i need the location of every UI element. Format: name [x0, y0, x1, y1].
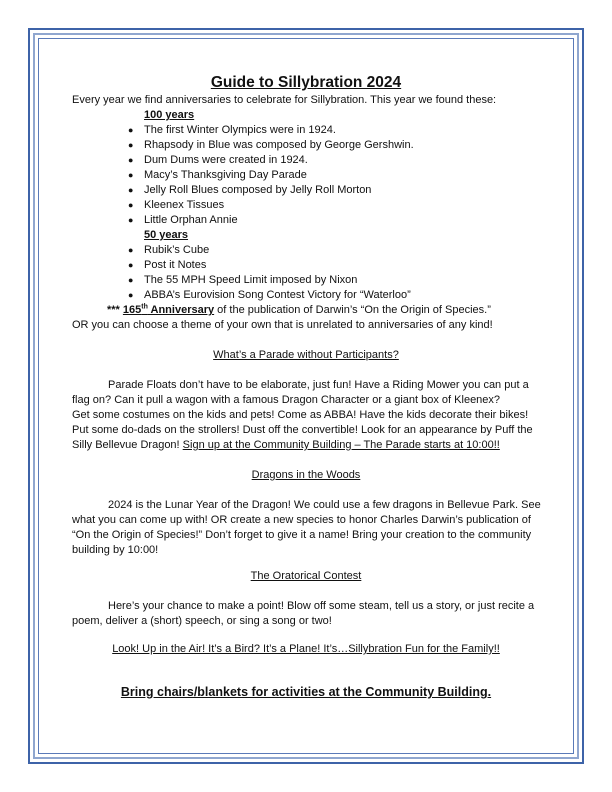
bullet-icon: ● — [128, 140, 134, 150]
final-note: Bring chairs/blankets for activities at the Community Building. — [120, 685, 492, 699]
dragons-heading: Dragons in the Woods — [251, 469, 361, 481]
parade-last-plain: Silly Bellevue Dragon! — [72, 439, 183, 451]
dragons-paragraph-line: 2024 is the Lunar Year of the Dragon! We could use a few dragons in Bellevue Park. See — [108, 499, 541, 511]
anniversary-label: Anniversary — [147, 304, 215, 316]
dragons-paragraph-line: “On the Origin of Species!” Don’t forget to give it a name! Bring your creation to the community — [72, 529, 532, 541]
dragons-paragraph-line: building by 10:00! — [72, 544, 159, 556]
list-item: The 55 MPH Speed Limit imposed by Nixon — [144, 274, 358, 286]
parade-paragraph-line: Put some do-dads on the strollers! Dust off the convertible! Look for an appearance by Puff the — [72, 424, 533, 436]
bullet-icon: ● — [128, 170, 134, 180]
bullet-icon: ● — [128, 275, 134, 285]
bullet-icon: ● — [128, 290, 134, 300]
document-body — [40, 40, 572, 752]
list-item: Little Orphan Annie — [144, 214, 238, 226]
parade-paragraph-line: flag on? Can it pull a wagon with a famous Dragon Character or a giant box of Kleenex? — [72, 394, 501, 406]
list-item: Post it Notes — [144, 259, 207, 271]
intro-text: Every year we find anniversaries to celebrate for Sillybration. This year we found these: — [72, 94, 497, 106]
parade-signup-note: Sign up at the Community Building – The Parade starts at 10:00!! — [182, 439, 500, 451]
theme-note: OR you can choose a theme of your own that is unrelated to anniversaries of any kind! — [72, 319, 493, 331]
list-item: Dum Dums were created in 1924. — [144, 154, 308, 166]
anniversary-line — [107, 304, 491, 317]
bullet-icon: ● — [128, 215, 134, 225]
bullet-icon: ● — [128, 200, 134, 210]
tagline: Look! Up in the Air! It’s a Bird? It’s a Plane! It’s…Sillybration Fun for the Family!! — [112, 643, 500, 655]
list-item: The first Winter Olympics were in 1924. — [144, 124, 336, 136]
section-heading-100-years: 100 years — [144, 109, 195, 121]
anniversary-number — [123, 304, 214, 316]
bullet-icon: ● — [128, 260, 134, 270]
anniversary-prefix: *** — [107, 304, 123, 316]
list-item: Rubik’s Cube — [144, 244, 210, 256]
oratorical-paragraph-line: Here’s your chance to make a point! Blow off some steam, tell us a story, or just recite a — [108, 600, 535, 612]
bullet-icon: ● — [128, 125, 134, 135]
parade-heading: What’s a Parade without Participants? — [213, 349, 399, 361]
dragons-paragraph-line: what you can come up with! OR create a new species to honor Charles Darwin’s publication of — [72, 514, 531, 526]
list-item: ABBA’s Eurovision Song Contest Victory for “Waterloo” — [144, 289, 411, 301]
bullet-icon: ● — [128, 245, 134, 255]
oratorical-paragraph-line: poem, deliver a (short) speech, or sing a song or two! — [72, 615, 332, 627]
section-heading-50-years: 50 years — [144, 229, 189, 241]
anniversary-rest: of the publication of Darwin’s “On the Origin of Species.” — [214, 304, 491, 316]
bullet-icon: ● — [128, 185, 134, 195]
document-title: Guide to Sillybration 2024 — [210, 74, 402, 91]
list-item: Kleenex Tissues — [144, 199, 225, 211]
anniversary-number-value: 165 — [122, 304, 142, 316]
bullet-icon: ● — [128, 155, 134, 165]
list-item: Macy’s Thanksgiving Day Parade — [144, 169, 307, 181]
anniversary-suffix: th — [141, 303, 148, 311]
parade-paragraph-line: Parade Floats don’t have to be elaborate, just fun! Have a Riding Mower you can put a — [108, 379, 529, 391]
list-item: Jelly Roll Blues composed by Jelly Roll Morton — [144, 184, 372, 196]
list-item: Rhapsody in Blue was composed by George Gershwin. — [144, 139, 414, 151]
parade-paragraph-line: Get some costumes on the kids and pets! Come as ABBA! Have the kids decorate their bikes! — [72, 409, 529, 421]
parade-paragraph-last-line — [72, 439, 500, 452]
oratorical-heading: The Oratorical Contest — [250, 570, 362, 582]
